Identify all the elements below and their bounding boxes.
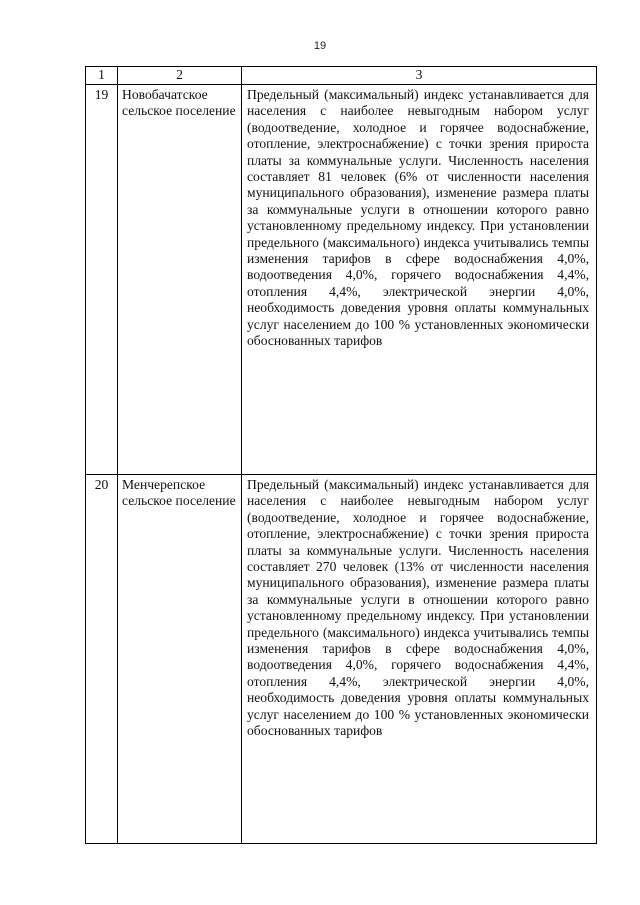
column-header-name: 2 <box>118 67 242 85</box>
row-number: 19 <box>86 85 118 475</box>
table-row <box>86 85 597 475</box>
table-header-row <box>86 67 597 85</box>
index-description: Предельный (максимальный) индекс устанавливается для населения с наиболее невыгодным набором услуг (водоотведение, холодное и горячее водоснабжение, отопление, электроснабжение) с точки зрения прироста платы за коммунальные услуги. Численность населения составляет 270 человек (13% от численности населения муниципального образования), изменение размера платы за коммунальные услуги в отношении которого равно установленному предельному индексу. При установлении предельного (максимального) индекса учитывались темпы изменения тарифов в сфере водоснабжения 4,0%, водоотведения 4,0%, горячего водоснабжения 4,4%, отопления 4,4%, электрической энергии 4,0%, необходимость доведения уровня оплаты коммунальных услуг населением до 100 % установленных экономически обоснованных тарифов <box>242 475 597 844</box>
municipality-index-table <box>85 66 597 844</box>
page-number: 19 <box>313 40 327 52</box>
column-header-description: 3 <box>242 67 597 85</box>
table-row <box>86 475 597 844</box>
column-header-number: 1 <box>86 67 118 85</box>
municipality-name: Новобачатское сельское поселение <box>118 85 242 475</box>
index-description: Предельный (максимальный) индекс устанавливается для населения с наиболее невыгодным набором услуг (водоотведение, холодное и горячее водоснабжение, отопление, электроснабжение) с точки зрения прироста платы за коммунальные услуги. Численность населения составляет 81 человек (6% от численности населения муниципального образования), изменение размера платы за коммунальные услуги в отношении которого равно установленному предельному индексу. При установлении предельного (максимального) индекса учитывались темпы изменения тарифов в сфере водоснабжения 4,0%, водоотведения 4,0%, горячего водоснабжения 4,4%, отопления 4,4%, электрической энергии 4,0%, необходимость доведения уровня оплаты коммунальных услуг населением до 100 % установленных экономически обоснованных тарифов <box>242 85 597 475</box>
row-number: 20 <box>86 475 118 844</box>
municipality-name: Менчерепское сельское поселение <box>118 475 242 844</box>
